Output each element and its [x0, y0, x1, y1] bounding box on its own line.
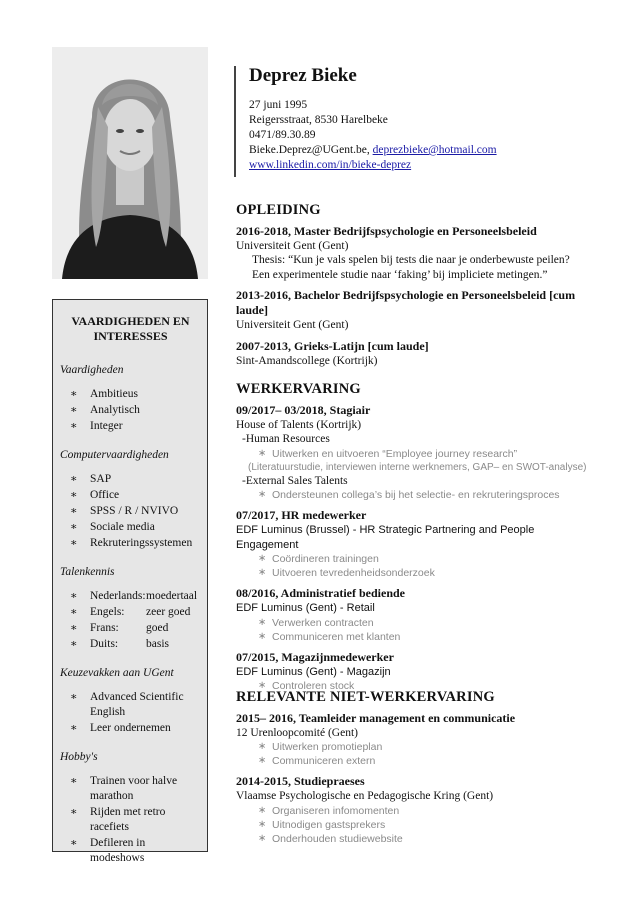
entry-bullets: [236, 552, 596, 580]
bullet-item: ∗ Controleren stock: [258, 679, 596, 693]
section-title: OPLEIDING: [236, 202, 321, 218]
skill-item: ∗ Sociale media: [60, 520, 201, 535]
skills-title: VAARDIGHEDEN EN INTERESSES: [71, 314, 190, 343]
entry-bullets: [236, 616, 596, 644]
entry-org: Universiteit Gent (Gent): [236, 319, 349, 331]
nonwork-entry: [236, 774, 596, 846]
thesis-line: Een experimentele studie naar ‘faking’ bij impliciete metingen.”: [252, 268, 548, 281]
skill-item: ∗ SPSS / R / NVIVO: [60, 504, 201, 519]
education-entry: [236, 224, 596, 283]
bullet-item: ∗ Ondersteunen collega’s bij het selectie- en rekruteringsproces: [258, 488, 596, 502]
section-title: WERKERVARING: [236, 381, 361, 397]
work-entry: [236, 508, 596, 580]
skill-item: ∗ SAP: [60, 472, 201, 487]
language-name: Engels:: [90, 606, 125, 618]
skill-item: ∗ Trainen voor halve marathon: [60, 774, 201, 804]
skills-list-electives: [60, 690, 201, 736]
skills-list-hobbies: [60, 774, 201, 866]
bullet-item: ∗ Uitwerken promotieplan: [258, 740, 596, 754]
entry-title: 2016-2018, Master Bedrijfspsychologie en Personeelsbeleid: [236, 223, 537, 238]
skill-item: ∗ Integer: [60, 419, 201, 434]
phone-number: 0471/89.30.89: [249, 129, 316, 141]
education-entry: [236, 339, 596, 369]
entry-org: House of Talents (Kortrijk): [236, 418, 362, 431]
entry-title: 07/2017, HR medewerker: [236, 508, 367, 522]
entry-bullets: [236, 804, 596, 846]
bullet-item: ∗ Uitvoeren tevredenheidsonderzoek: [258, 566, 596, 580]
entry-bullets: [236, 447, 596, 461]
linkedin-link[interactable]: www.linkedin.com/in/bieke-deprez: [249, 159, 412, 171]
entry-bullets: [236, 488, 596, 502]
language-item: [60, 605, 201, 620]
email-hotmail-link[interactable]: deprezbieke@hotmail.com: [372, 144, 497, 156]
skills-category-label: Keuzevakken aan UGent: [60, 667, 174, 679]
entry-subrole: -Human Resources: [242, 433, 330, 445]
language-item: [60, 637, 201, 652]
entry-subrole: -External Sales Talents: [242, 474, 348, 487]
entry-org: EDF Luminus (Brussel) - HR Strategic Partnering and People Engagement: [236, 524, 535, 551]
skill-item: ∗ Rekruteringssystemen: [60, 536, 201, 551]
entry-org: Vlaamse Psychologische en Pedagogische Kring (Gent): [236, 790, 494, 802]
birthdate: 27 juni 1995: [249, 99, 308, 111]
section-title: RELEVANTE NIET-WERKERVARING: [236, 689, 495, 705]
bullet-item: ∗ Verwerken contracten: [258, 616, 596, 630]
email-ugent[interactable]: Bieke.Deprez@UGent.be,: [249, 144, 370, 156]
bullet-item: ∗ Uitnodigen gastsprekers: [258, 818, 596, 832]
entry-title: 2013-2016, Bachelor Bedrijfspsychologie en Personeelsbeleid [cum laude]: [236, 288, 576, 317]
bullet-item: ∗ Communiceren met klanten: [258, 630, 596, 644]
work-entry: [236, 403, 596, 503]
nonwork-section: [236, 690, 596, 852]
skill-item: ∗ Advanced Scientific English: [60, 690, 201, 720]
entry-note: (Literatuurstudie, interviewen interne werknemers, GAP– en SWOT-analyse): [248, 461, 587, 473]
entry-org: EDF Luminus (Gent) - Retail: [236, 602, 375, 614]
language-item: [60, 589, 201, 604]
skills-category-label: Vaardigheden: [60, 364, 124, 376]
entry-org: Universiteit Gent (Gent): [236, 239, 349, 252]
skills-category-label: Talenkennis: [60, 566, 115, 578]
nonwork-entry: [236, 711, 596, 769]
entry-title: 07/2015, Magazijnmedewerker: [236, 649, 394, 664]
skill-item: ∗ Analytisch: [60, 403, 201, 418]
skill-item: ∗ Office: [60, 488, 201, 503]
bullet-item: ∗ Onderhouden studiewebsite: [258, 832, 596, 846]
skills-list-computer: [60, 472, 201, 551]
entry-org: Sint-Amandscollege (Kortrijk): [236, 354, 378, 367]
skill-item: ∗ Leer ondernemen: [60, 721, 201, 736]
education-section: [236, 203, 596, 374]
skills-category-label: Hobby's: [60, 751, 98, 763]
address: Reigersstraat, 8530 Harelbeke: [249, 114, 388, 126]
entry-bullets: [236, 740, 596, 768]
work-entry: [236, 650, 596, 694]
bullet-item: ∗ Organiseren infomomenten: [258, 804, 596, 818]
profile-photo: [52, 47, 208, 279]
thesis-line: Thesis: “Kun je vals spelen bij tests die naar je onderbewuste peilen?: [252, 254, 570, 266]
language-level: zeer goed: [146, 606, 191, 618]
language-name: Duits:: [90, 638, 119, 650]
entry-title: 2007-2013, Grieks-Latijn [cum laude]: [236, 338, 429, 353]
linkedin-line: [249, 158, 524, 173]
skills-category-label: Computervaardigheden: [60, 449, 169, 461]
language-name: Nederlands:: [90, 590, 146, 602]
contact-header: [234, 66, 524, 177]
email-line: [249, 143, 524, 158]
skill-item: ∗ Defileren in modeshows: [60, 836, 201, 866]
entry-org: EDF Luminus (Gent) - Magazijn: [236, 665, 391, 678]
bullet-item: ∗ Coördineren trainingen: [258, 552, 596, 566]
entry-title: 09/2017– 03/2018, Stagiair: [236, 402, 371, 417]
entry-title: 2015– 2016, Teamleider management en communicatie: [236, 710, 516, 725]
language-level: goed: [146, 622, 169, 634]
language-name: Frans:: [90, 622, 119, 634]
entry-title: 2014-2015, Studiepraeses: [236, 774, 365, 788]
skills-list-vaardigheden: [60, 387, 201, 434]
person-name: Deprez Bieke: [249, 65, 357, 86]
work-section: [236, 382, 596, 699]
bullet-item: ∗ Communiceren extern: [258, 754, 596, 768]
skills-list-languages: [60, 589, 201, 652]
skill-item: ∗ Rijden met retro racefiets: [60, 805, 201, 835]
language-item: [60, 621, 201, 636]
skills-panel: [52, 299, 208, 864]
language-level: moedertaal: [146, 590, 198, 602]
bullet-item: ∗ Uitwerken en uitvoeren “Employee journey research”: [258, 447, 596, 461]
entry-org: 12 Urenloopcomité (Gent): [236, 726, 358, 739]
skill-item: ∗ Ambitieus: [60, 387, 201, 402]
language-level: basis: [146, 638, 169, 650]
education-entry: [236, 288, 596, 333]
entry-title: 08/2016, Administratief bediende: [236, 586, 406, 600]
work-entry: [236, 586, 596, 644]
